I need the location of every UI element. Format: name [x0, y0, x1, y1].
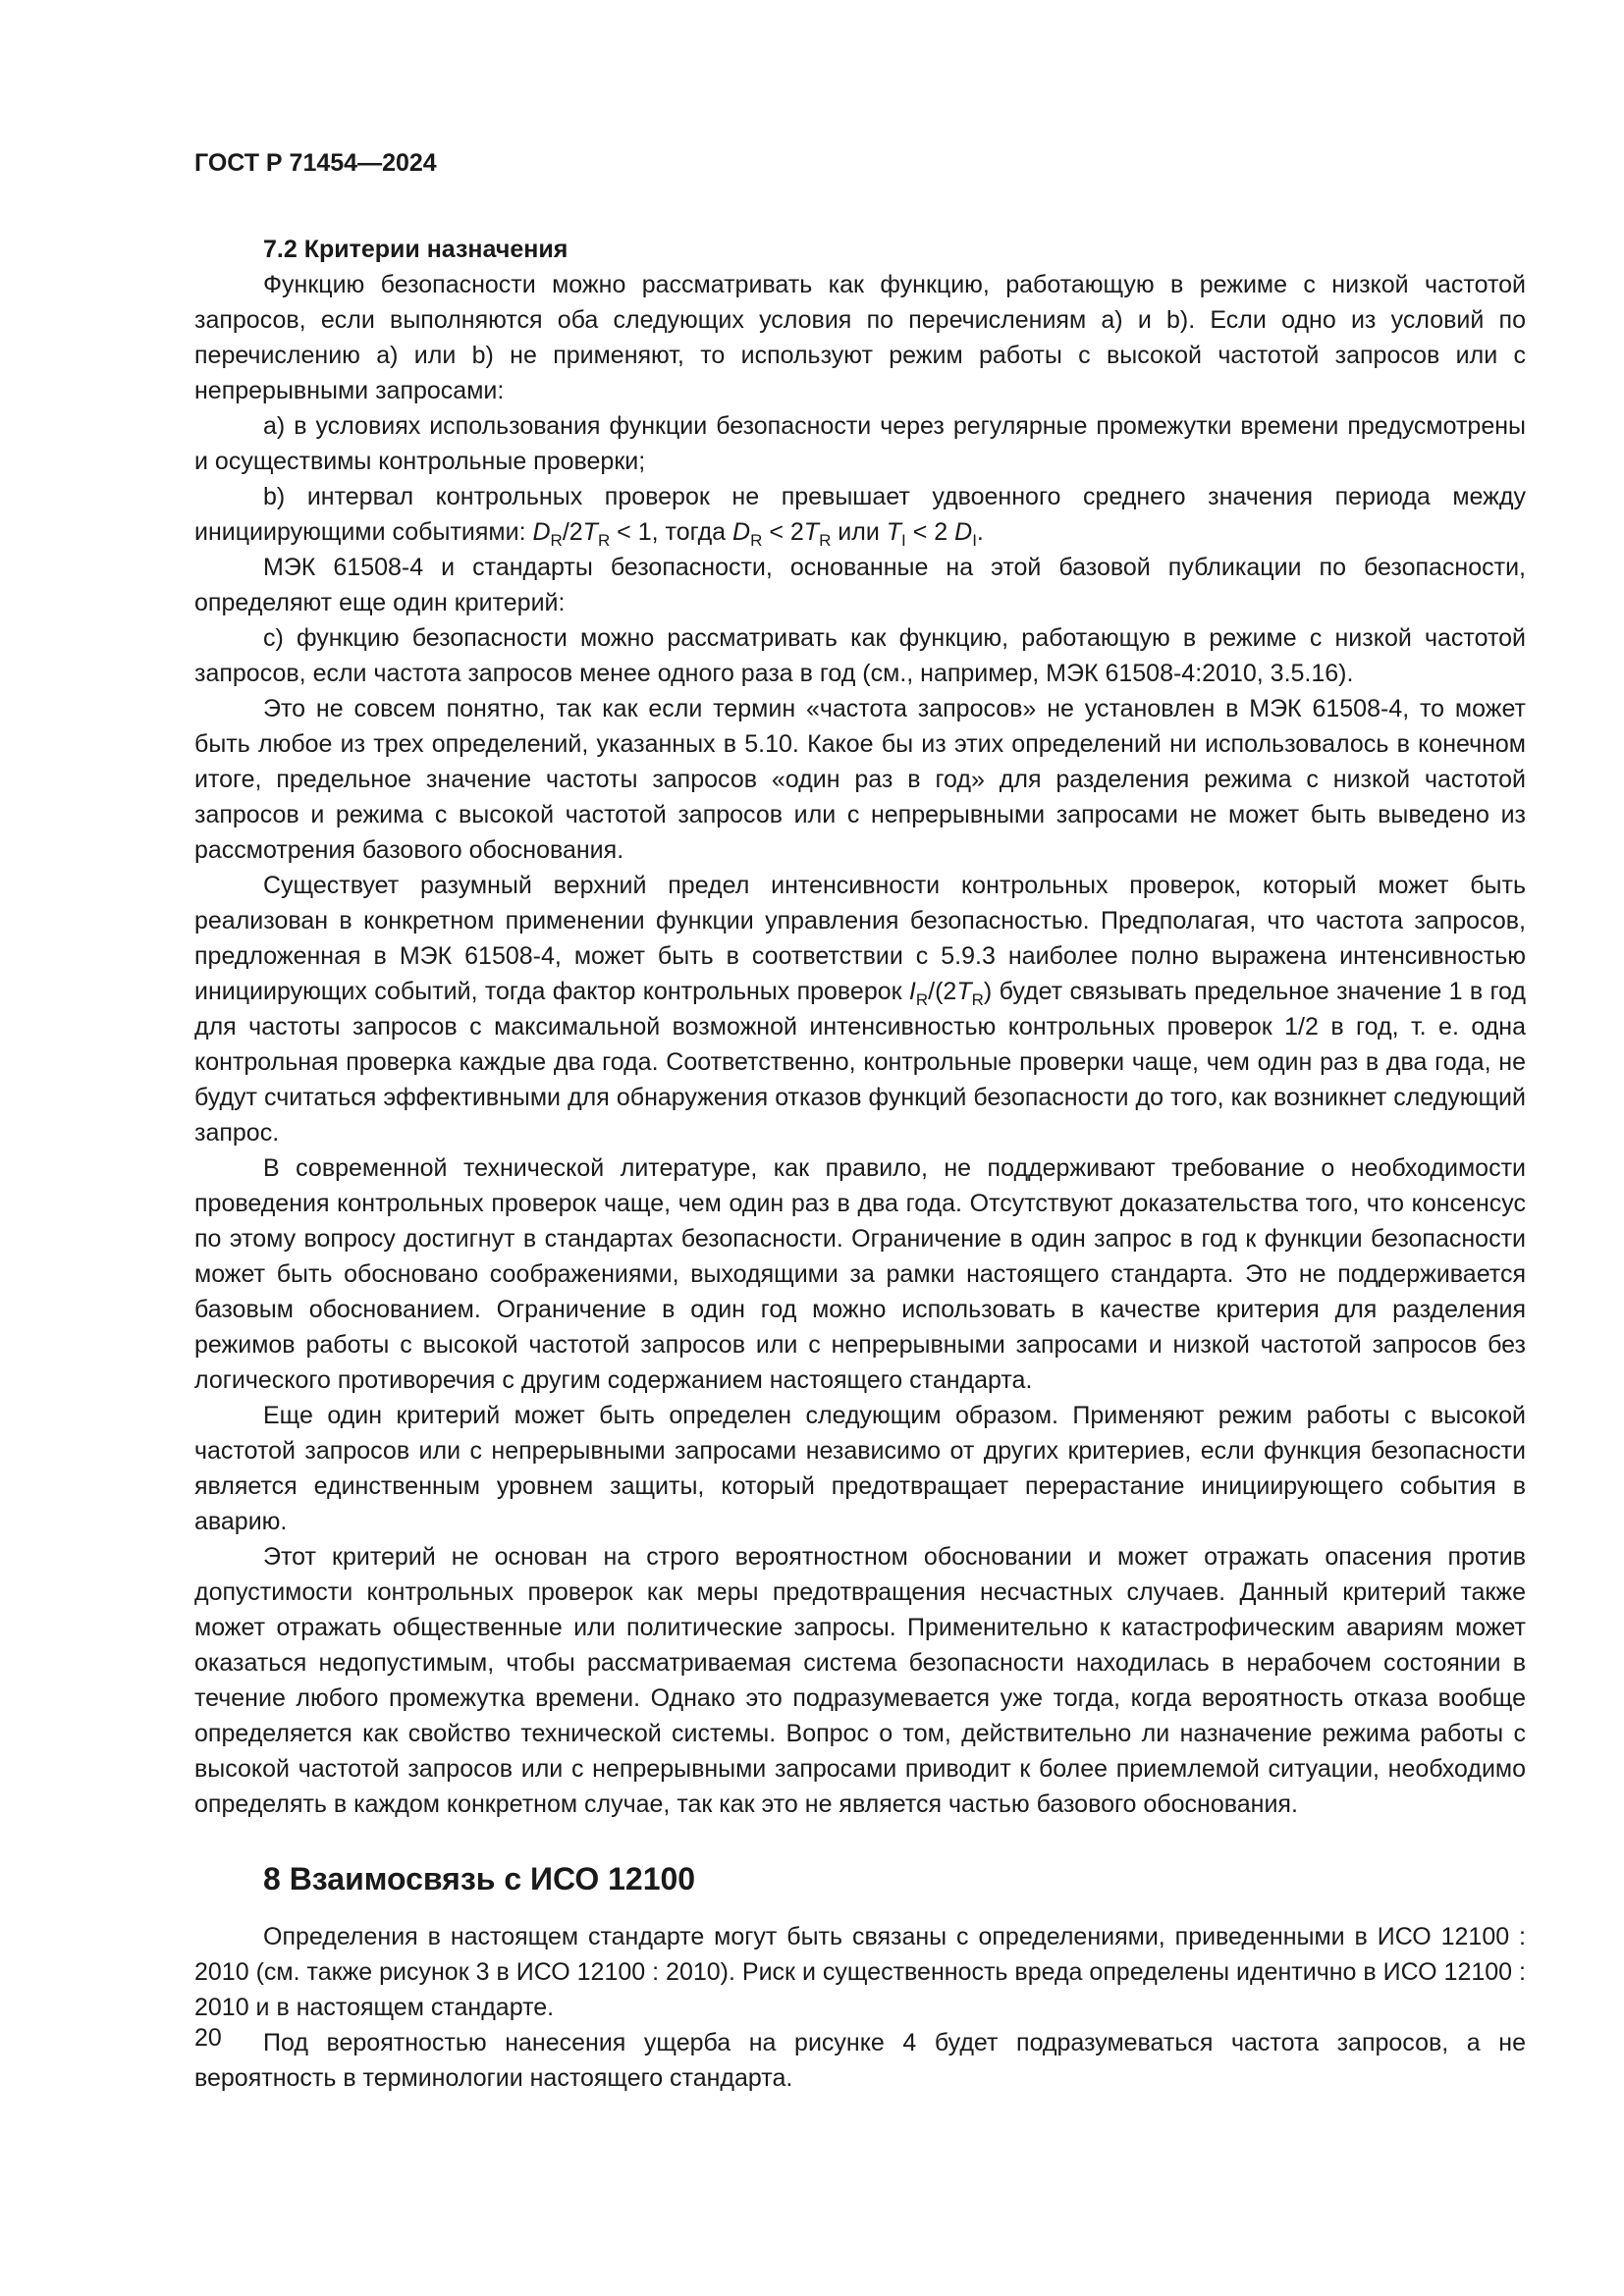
document-page: [194, 145, 1526, 2096]
document-id-header: ГОСТ Р 71454—2024: [194, 149, 437, 177]
formula-text: ): [983, 978, 993, 1005]
list-item-b-text: b) интервал контрольных проверок не превышает удвоенного среднего значения периода между инициирующими событиями:: [194, 483, 1526, 546]
formula-text: < 2: [905, 518, 955, 546]
paragraph: В современной технической литературе, как правило, не поддерживают требование о необходимости проведения контрольных проверок чаще, чем один раз в два года. Отсутствуют доказательства того, что консенсус по этому вопросу достигнут в стандартах безопасности. Ограничение в один запрос в год к функции безопасности может быть обосновано соображениями, выходящими за рамки настоящего стандарта. Это не поддерживается базовым обоснованием. Ограничение в один год можно использовать в качестве критерия для разделения режимов работы с высокой частотой запросов или с непрерывными запросами и низкой частотой запросов без логического противоречия с другим содержанием настоящего стандарта.: [194, 1154, 1526, 1394]
list-item-a: a) в условиях использования функции безопасности через регулярные промежутки времени предусмотрены и осуществимы контрольные проверки;: [194, 412, 1526, 475]
formula-sub: I: [972, 531, 977, 550]
paragraph: Еще один критерий может быть определен следующим образом. Применяют режим работы с высокой частотой запросов или с непрерывными запросами независимо от других критериев, если функция безопасности является единственным уровнем защиты, который предотвращает перерастание инициирующего события в аварию.: [194, 1402, 1526, 1535]
section-8-title: 8 Взаимосвязь с ИСО 12100: [263, 1861, 696, 1896]
formula-sub: R: [971, 990, 984, 1009]
list-item-c: c) функцию безопасности можно рассматривать как функцию, работающую в режиме с низкой частотой запросов, если частота запросов менее одного раза в год (см., например, МЭК 61508-4:2010, 3.5.16).: [194, 624, 1526, 687]
formula-sub: R: [597, 531, 611, 550]
formula-sub: R: [750, 531, 763, 550]
paragraph: Этот критерий не основан на строго вероятностном обосновании и может отражать опасения против допустимости контрольных проверок как меры предотвращения несчастных случаев. Данный критерий также может отражать общественные или политические запросы. Применительно к катастрофическим авариям может оказаться недопустимым, чтобы рассматриваемая система безопасности находилась в нерабочем состоянии в течение любого промежутка времени. Однако это подразумевается уже тогда, когда вероятность отказа вообще определяется как свойство технической системы. Вопрос о том, действительно ли назначение режима работы с высокой частотой запросов или с непрерывными запросами приводит к более приемлемой ситуации, необходимо определять в каждом конкретном случае, так как это не является частью базового обоснования.: [194, 1543, 1526, 1818]
formula-var: T: [956, 978, 972, 1005]
formula-var: T: [582, 518, 598, 546]
paragraph-text: Существует разумный верхний предел интенсивности контрольных проверок, который может быть реализован в конкретном применении функции управления безопасностью. Предполагая, что частота запросов, предложенная в МЭК 61508-4, может быть в соответствии с 5.9.3 наиболее полно выражена интенсивностью инициирующих событий, тогда фактор контрольных проверок: [194, 872, 1526, 1005]
paragraph: Под вероятностью нанесения ущерба на рисунке 4 будет подразумеваться частота запросов, а не вероятность в терминологии настоящего стандарта.: [194, 2029, 1526, 2092]
page-number: 20: [194, 2024, 222, 2052]
formula-sub: R: [915, 990, 929, 1009]
section-7-2-title: 7.2 Критерии назначения: [263, 236, 568, 263]
paragraph: Функцию безопасности можно рассматривать как функцию, работающую в режиме с низкой частотой запросов, если выполняются оба следующих условия по перечислениям a) и b). Если одно из условий по перечислению a) или b) не применяют, то используют режим работы с высокой частотой запросов или с непрерывными запросами:: [194, 271, 1526, 404]
formula-sub: R: [819, 531, 832, 550]
formula-var: T: [803, 518, 820, 546]
formula-text: /2: [562, 518, 583, 546]
formula-var: T: [886, 518, 902, 546]
paragraph: МЭК 61508-4 и стандарты безопасности, основанные на этой базовой публикации по безопасности, определяют еще один критерий:: [194, 554, 1526, 616]
formula-var: D: [954, 518, 973, 546]
paragraph: Это не совсем понятно, так как если термин «частота запросов» не установлен в МЭК 61508-4, то может быть любое из трех определений, указанных в 5.10. Какое бы из этих определений ни использовалось в конечном итоге, предельное значение частоты запросов «один раз в год» для разделения режима с низкой частотой запросов и режима с высокой частотой запросов или с непрерывными запросами не может быть выведено из рассмотрения базового обоснования.: [194, 695, 1526, 864]
formula-text: /(2: [928, 978, 957, 1005]
formula-var: D: [732, 518, 751, 546]
formula-text: или: [831, 518, 887, 546]
formula-text: < 2: [762, 518, 804, 546]
formula-var: D: [532, 518, 551, 546]
paragraph: [194, 868, 1526, 1150]
formula-var: I: [908, 978, 916, 1005]
formula-text: .: [976, 518, 984, 546]
formula-sub: R: [550, 531, 563, 550]
paragraph-text: будет связывать предельное значение 1 в год для частоты запросов с максимальной возможной интенсивностью контрольных проверок 1/2 в год, т. е. одна контрольная проверка каждые два года. Соответственно, контрольные проверки чаще, чем один раз в два года, не будут считаться эффективными для обнаружения отказов функций безопасности до того, как возникнет следующий запрос.: [194, 978, 1526, 1147]
formula-text: < 1, тогда: [610, 518, 733, 546]
formula-sub: I: [901, 531, 906, 550]
list-item-b: [194, 479, 1526, 550]
paragraph: Определения в настоящем стандарте могут быть связаны с определениями, приведенными в ИСО 12100 : 2010 (см. также рисунок 3 в ИСО 12100 : 2010). Риск и существенность вреда определены идентично в ИСО 12100 : 2010 и в настоящем стандарте.: [194, 1923, 1526, 2021]
